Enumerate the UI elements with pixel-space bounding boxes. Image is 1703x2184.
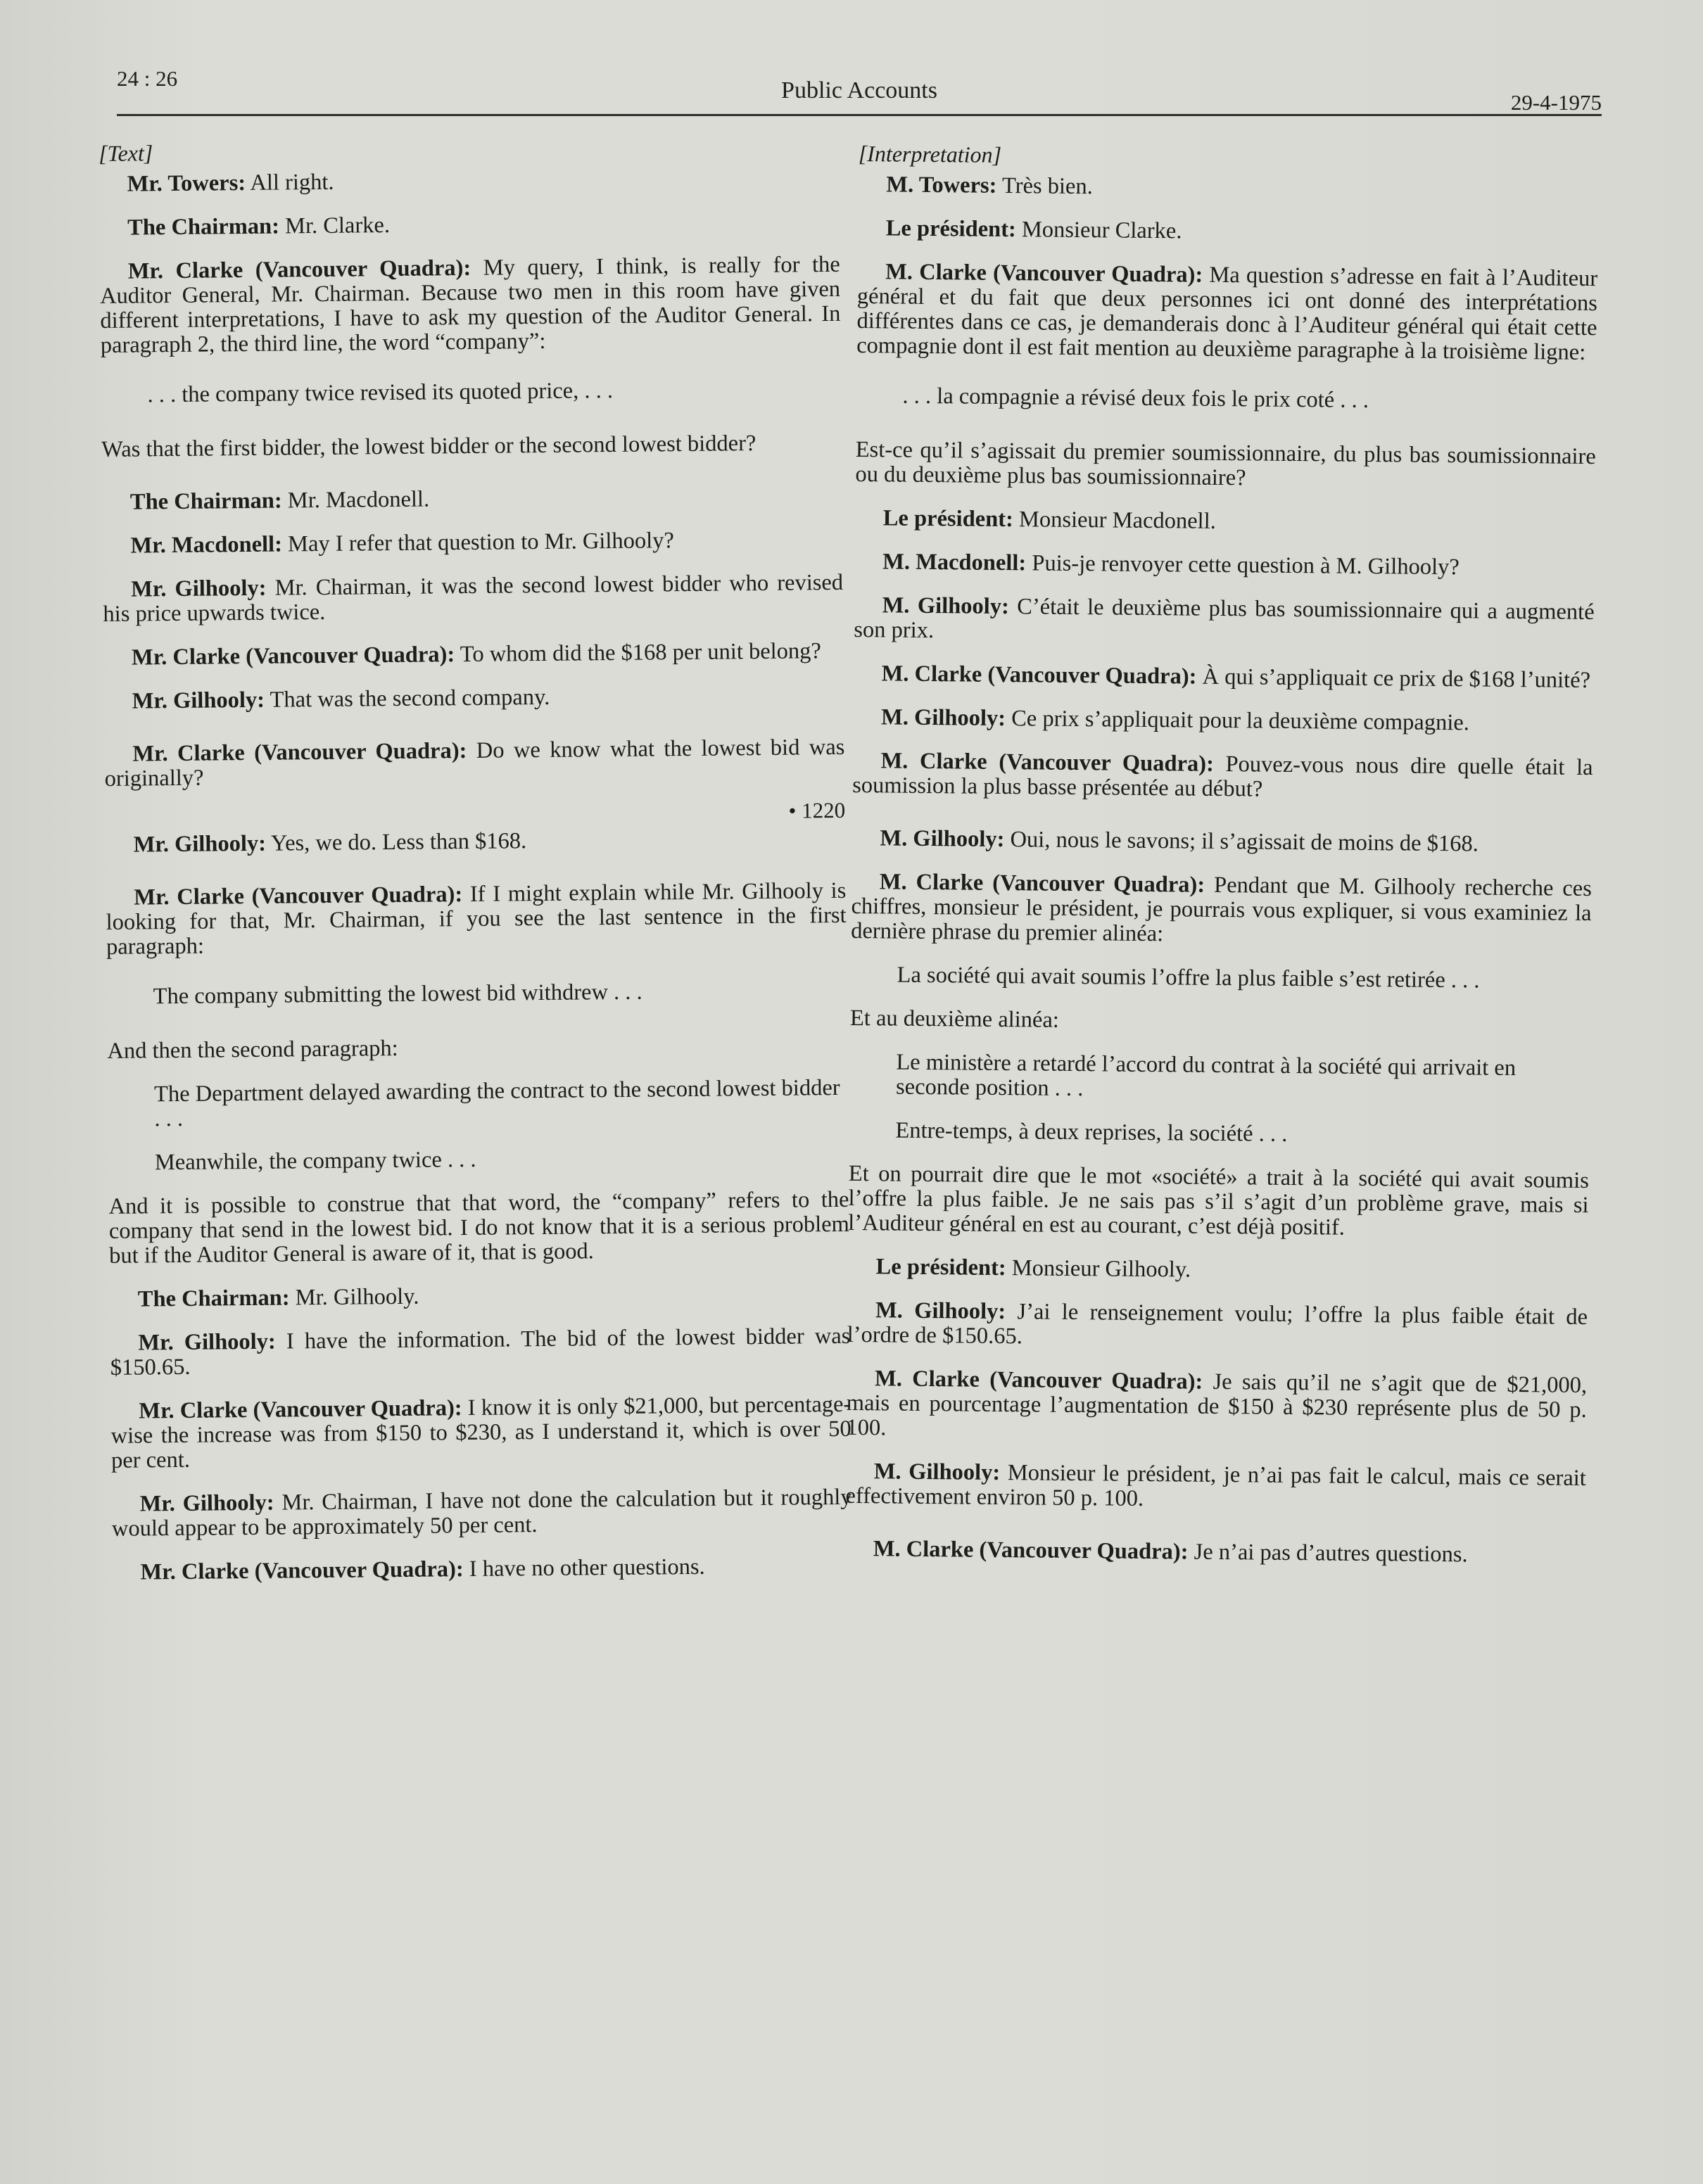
paragraph [99,209,840,241]
speech: I know it is only $21,000, but percentage-wise the increase was from $150 to $230, as I understand it, which is over 50 per cent. [110,1391,852,1473]
paragraph: Was that the first bidder, the lowest bidder or the second lowest bidder? [101,431,756,462]
paragraph: And then the second paragraph: [107,1035,398,1064]
speaker: Mr. Gilhooly: [132,687,265,714]
speaker: M. Towers: [886,172,997,198]
speaker: M. Gilhooly: [873,1459,1001,1486]
section-label: [Text] [99,140,153,166]
speech: J’ai le renseignement voulu; l’offre la plus faible était de l’ordre de $150.65. [847,1299,1588,1350]
block-quote: Entre-temps, à deux reprises, la société . . . [895,1117,1288,1147]
speech: I have the information. The bid of the lowest bidder was $150.65. [110,1323,851,1380]
speaker: Le président: [875,1254,1006,1281]
paragraph [103,571,844,627]
paragraph [851,870,1592,951]
speaker: M. Clarke (Vancouver Quadra): [873,1536,1189,1565]
paragraph [104,735,845,792]
speaker: Mr. Clarke (Vancouver Quadra): [127,255,471,284]
speaker: M. Macdonell: [882,549,1027,576]
speech: Mr. Gilhooly. [289,1283,419,1311]
speaker: Mr. Clarke (Vancouver Quadra): [132,738,467,767]
speaker: Mr. Clarke (Vancouver Quadra): [139,1395,462,1424]
speech: Monsieur le président, je n’ai pas fait le calcul, mais ce serait effectivement environ 50 p. 100. [845,1460,1586,1511]
paragraph [110,1324,851,1380]
speech: À qui s’appliquait ce prix de $168 l’unité? [1196,664,1591,694]
speech: Très bien. [996,172,1093,200]
paragraph [110,1392,852,1473]
time-marker: • 1220 [788,797,846,823]
paragraph: Et au deuxième alinéa: [849,1005,1060,1033]
paragraph [102,527,842,559]
speech: Monsieur Clarke. [1015,217,1182,244]
paragraph [112,1554,852,1585]
paragraph [852,826,1592,858]
speaker: Mr. Clarke (Vancouver Quadra): [140,1556,464,1585]
speaker: Mr. Gilhooly: [139,1490,274,1517]
block-quote: La société qui avait soumis l’offre la plus faible s’est retirée . . . [897,962,1480,993]
paragraph [853,705,1593,737]
paragraph [100,253,841,358]
speaker: Mr. Gilhooly: [130,575,267,602]
paragraph [110,1281,850,1312]
speaker: M. Clarke (Vancouver Quadra): [874,1366,1203,1395]
speech: Yes, we do. Less than $168. [265,828,527,856]
speaker: Mr. Gilhooly: [133,830,267,858]
block-quote: Le ministère a retardé l’accord du contrat à la société qui arrivait en seconde position . . . [895,1049,1517,1102]
paragraph [854,593,1595,649]
speech: Puis-je renvoyer cette question à M. Gilhooly? [1026,550,1460,580]
speech: Ce prix s’appliquait pour la deuxième compagnie. [1005,706,1470,736]
speaker: M. Gilhooly: [880,704,1006,732]
speech: To whom did the $168 per unit belong? [455,638,822,668]
speech: My query, I think, is really for the Auditor General, Mr. Chairman. Because two men in this room have given different interpretations, I have to ask my question of the Auditor General. In paragraph 2, the third line, the word “company”: [99,251,841,358]
paragraph [855,506,1595,538]
speaker: Le président: [882,505,1014,533]
block-quote: The company submitting the lowest bid withdrew . . . [153,979,642,1010]
speaker: The Chairman: [127,213,280,241]
speech: All right. [245,169,334,196]
speech: Do we know what the lowest bid was originally? [104,734,845,792]
speech: Mr. Clarke. [279,212,391,239]
speaker: M. Gilhooly: [880,825,1005,853]
speaker: Le président: [885,215,1017,243]
speaker: Mr. Clarke (Vancouver Quadra): [134,882,463,910]
paragraph [852,749,1593,805]
block-quote: . . . la compagnie a révisé deux fois le prix coté . . . [902,383,1369,413]
paragraph [847,1298,1588,1354]
section-label: [Interpretation] [858,141,1002,167]
speaker: Mr. Macdonell: [130,531,283,559]
page-header [117,65,1602,116]
paragraph: Est-ce qu’il s’agissait du premier soumissionnaire, du plus bas soumissionnaire ou du deuxième plus bas soumissionnaire? [855,436,1596,491]
speech: Pendant que M. Gilhooly recherche ces chiffres, monsieur le président, je pourrais vous expliquer, si vous examiniez la dernière phrase du premier alinéa: [851,872,1593,947]
speech: I have no other questions. [463,1554,705,1582]
speaker: M. Clarke (Vancouver Quadra): [880,748,1215,777]
paragraph [99,165,839,197]
block-quote: . . . the company twice revised its quoted price, . . . [147,378,614,408]
speech: Mr. Chairman, it was the second lowest bidder who revised his price upwards twice. [103,569,844,627]
paragraph [854,550,1595,581]
paragraph [111,1485,852,1542]
paragraph [854,661,1594,693]
speaker: M. Clarke (Vancouver Quadra): [881,661,1197,690]
speaker: M. Gilhooly: [882,592,1010,620]
speech: C’était le deuxième plus bas soumissionnaire qui a augmenté son prix. [854,594,1595,644]
speech: Ma question s’adresse en fait à l’Auditeur général et du fait que deux personnes ici ont donné des interprétations différentes dans ce cas, je demanderais donc à l’Auditeur général qui était cette compagnie dont il est fait mention au deuxième paragraphe à la troisième ligne: [856,262,1598,365]
speech: If I might explain while Mr. Gilhooly is looking for that, Mr. Chairman, if you see the last sentence in the first paragraph: [106,877,847,960]
speech: Monsieur Gilhooly. [1006,1255,1191,1283]
page-date: 29-4-1975 [1510,90,1602,115]
paragraph [847,1255,1588,1286]
speaker: The Chairman: [137,1285,290,1312]
paragraph [858,216,1598,248]
publication-title: Public Accounts [781,77,937,103]
speech: Pouvez-vous nous dire quelle était la soumission la plus basse présentée au début? [852,751,1593,802]
french-column [844,141,1599,1587]
paragraph [105,826,845,858]
paragraph [103,639,844,671]
speaker: Mr. Clarke (Vancouver Quadra): [131,642,455,671]
speech: May I refer that question to Mr. Gilhooly? [281,528,675,557]
paragraph [856,260,1597,365]
speaker: Mr. Gilhooly: [138,1328,276,1356]
speaker: M. Clarke (Vancouver Quadra): [879,869,1205,898]
english-column [99,134,853,1604]
paragraph [106,879,847,960]
block-quote: The Department delayed awarding the contract to the second lowest bidder . . . [153,1074,840,1132]
speaker: Mr. Towers: [127,170,246,197]
speech: Je sais qu’il ne s’agit que de $21,000, mais en pourcentage l’augmentation de $150 à $230 représente plus de 50 p. 100. [846,1369,1588,1441]
paragraph [858,172,1598,204]
paragraph: Et on pourrait dire que le mot «société» a trait à la société qui avait soumis l’offre la plus faible. Je ne sais pas s’il s’agit d’un problème grave, mais si l’Auditeur général en est au courant, c’est déjà positif. [848,1160,1590,1240]
speech: Mr. Macdonell. [281,486,430,514]
speech: Monsieur Macdonell. [1013,507,1217,534]
speech: Mr. Chairman, I have not done the calculation but it roughly would appear to be approximately 50 per cent. [111,1484,852,1542]
page-number: 24 : 26 [117,66,178,91]
block-quote: Meanwhile, the company twice . . . [154,1146,476,1176]
paragraph [845,1537,1585,1568]
paragraph [103,682,844,714]
speech: Je n’ai pas d’autres questions. [1188,1539,1468,1568]
speech: That was the second company. [264,684,550,713]
paragraph [845,1459,1586,1516]
speaker: The Chairman: [129,488,282,515]
paragraph [102,483,842,515]
paragraph [846,1366,1587,1447]
paragraph: And it is possible to construe that that word, the “company” refers to the company that send in the lowest bid. I do not know that it is a serious problem but if the Auditor General is aware of it, that is good. [108,1186,850,1269]
speech: Oui, nous le savons; il s’agissait de moins de $168. [1004,827,1479,857]
speaker: M. Gilhooly: [875,1297,1006,1325]
speaker: M. Clarke (Vancouver Quadra): [885,259,1203,288]
